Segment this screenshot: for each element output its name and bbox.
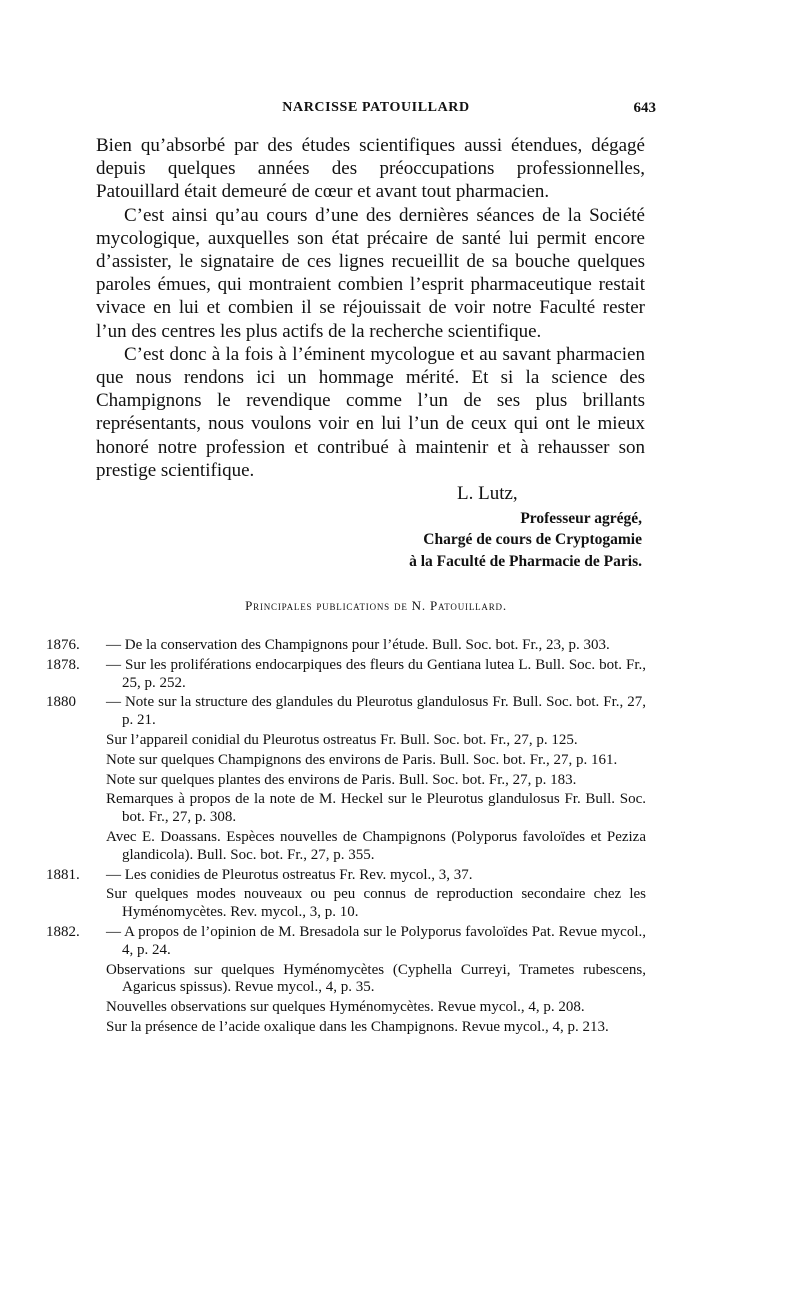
publication-entry bbox=[46, 1019, 646, 1037]
publication-entry bbox=[46, 791, 646, 827]
signature-block bbox=[380, 483, 642, 572]
publication-entry bbox=[46, 924, 646, 960]
publication-entry bbox=[46, 657, 646, 693]
signature-name: L. Lutz, bbox=[457, 483, 518, 504]
publication-text: — A propos de l’opinion de M. Bresadola sur le Polyporus favoloïdes Pat. Revue mycol., 4, p. 24. bbox=[106, 923, 646, 958]
publication-text: — Les conidies de Pleurotus ostreatus Fr. Rev. mycol., 3, 37. bbox=[106, 866, 473, 883]
publications-list bbox=[46, 637, 646, 1039]
publication-text: Avec E. Doassans. Espèces nouvelles de Champignons (Polyporus favoloïdes et Peziza glandicola). Bull. Soc. bot. Fr., 27, p. 355. bbox=[106, 828, 646, 863]
publication-text: — De la conservation des Champignons pour l’étude. Bull. Soc. bot. Fr., 23, p. 303. bbox=[106, 637, 610, 653]
paragraph: C’est ainsi qu’au cours d’une des dernières séances de la Société mycologique, auxquelles son état précaire de santé lui permit encore d’assister, le signataire de ces lignes recueillit de sa bouche quelques paroles émues, qui montraient combien l’esprit pharmaceutique restait vivace en lui et combien il se réjouissait de voir notre Faculté rester l’un des centres les plus actifs de la recherche scientifique. bbox=[96, 204, 645, 342]
publication-entry bbox=[46, 999, 646, 1017]
paragraph: Bien qu’absorbé par des études scientifiques aussi étendues, dégagé depuis quelques années des préoccupations professionnelles, Patouillard était demeuré de cœur et avant tout pharmacien. bbox=[96, 135, 645, 203]
publication-entry bbox=[46, 772, 646, 790]
publication-entry bbox=[46, 752, 646, 770]
publication-year: 1876. bbox=[46, 637, 80, 653]
running-head: NARCISSE PATOUILLARD bbox=[282, 100, 470, 115]
publication-text: Sur l’appareil conidial du Pleurotus ostreatus Fr. Bull. Soc. bot. Fr., 27, p. 125. bbox=[106, 731, 578, 748]
publication-entry bbox=[46, 694, 646, 730]
publication-text: — Sur les proliférations endocarpiques des fleurs du Gentiana lutea L. Bull. Soc. bot. Fr., 25, p. 252. bbox=[106, 656, 646, 691]
publication-year: 1880 bbox=[46, 694, 76, 711]
body-text bbox=[96, 134, 645, 482]
publication-text: Sur la présence de l’acide oxalique dans les Champignons. Revue mycol., 4, p. 213. bbox=[106, 1018, 609, 1035]
publication-year: 1882. bbox=[46, 923, 80, 940]
publication-entry bbox=[46, 867, 646, 885]
publication-year: 1881. bbox=[46, 866, 80, 883]
publication-text: Observations sur quelques Hyménomycètes (Cyphella Curreyi, Trametes rubescens, Agaricus spissus). Revue mycol., 4, p. 35. bbox=[106, 961, 646, 996]
publication-entry bbox=[46, 732, 646, 750]
publication-entry bbox=[46, 962, 646, 998]
publication-year: 1878. bbox=[46, 656, 80, 673]
publication-text: Sur quelques modes nouveaux ou peu connus de reproduction secondaire chez les Hyménomycètes. Rev. mycol., 3, p. 10. bbox=[106, 886, 646, 921]
publications-title: Principales publications de N. Patouillard. bbox=[245, 598, 507, 613]
signature-title: Professeur agrégé, bbox=[520, 509, 642, 527]
publication-entry bbox=[46, 886, 646, 922]
signature-title: Chargé de cours de Cryptogamie bbox=[423, 531, 642, 548]
publication-text: Note sur quelques plantes des environs de Paris. Bull. Soc. bot. Fr., 27, p. 183. bbox=[106, 771, 577, 788]
publication-text: Nouvelles observations sur quelques Hyménomycètes. Revue mycol., 4, p. 208. bbox=[106, 999, 585, 1016]
publication-text: Note sur quelques Champignons des environs de Paris. Bull. Soc. bot. Fr., 27, p. 161. bbox=[106, 751, 618, 768]
publication-entry bbox=[46, 637, 646, 655]
publication-text: — Note sur la structure des glandules du Pleurotus glandulosus Fr. Bull. Soc. bot. Fr., 27, p. 21. bbox=[106, 694, 646, 729]
page-header bbox=[96, 100, 656, 122]
paragraph: C’est donc à la fois à l’éminent mycologue et au savant pharmacien que nous rendons ici un hommage mérité. Et si la science des Champignons le revendique comme l’un de ses plus brillants représentants, nous voulons voir en lui l’un de ceux qui ont le mieux honoré notre profession et contribué à maintenir et à rehausser son prestige scientifique. bbox=[96, 343, 645, 481]
publication-entry bbox=[46, 829, 646, 865]
publication-text: Remarques à propos de la note de M. Heckel sur le Pleurotus glandulosus Fr. Bull. Soc. bot. Fr., 27, p. 308. bbox=[106, 791, 646, 826]
signature-title: à la Faculté de Pharmacie de Paris. bbox=[409, 552, 642, 570]
page-number: 643 bbox=[633, 100, 656, 116]
